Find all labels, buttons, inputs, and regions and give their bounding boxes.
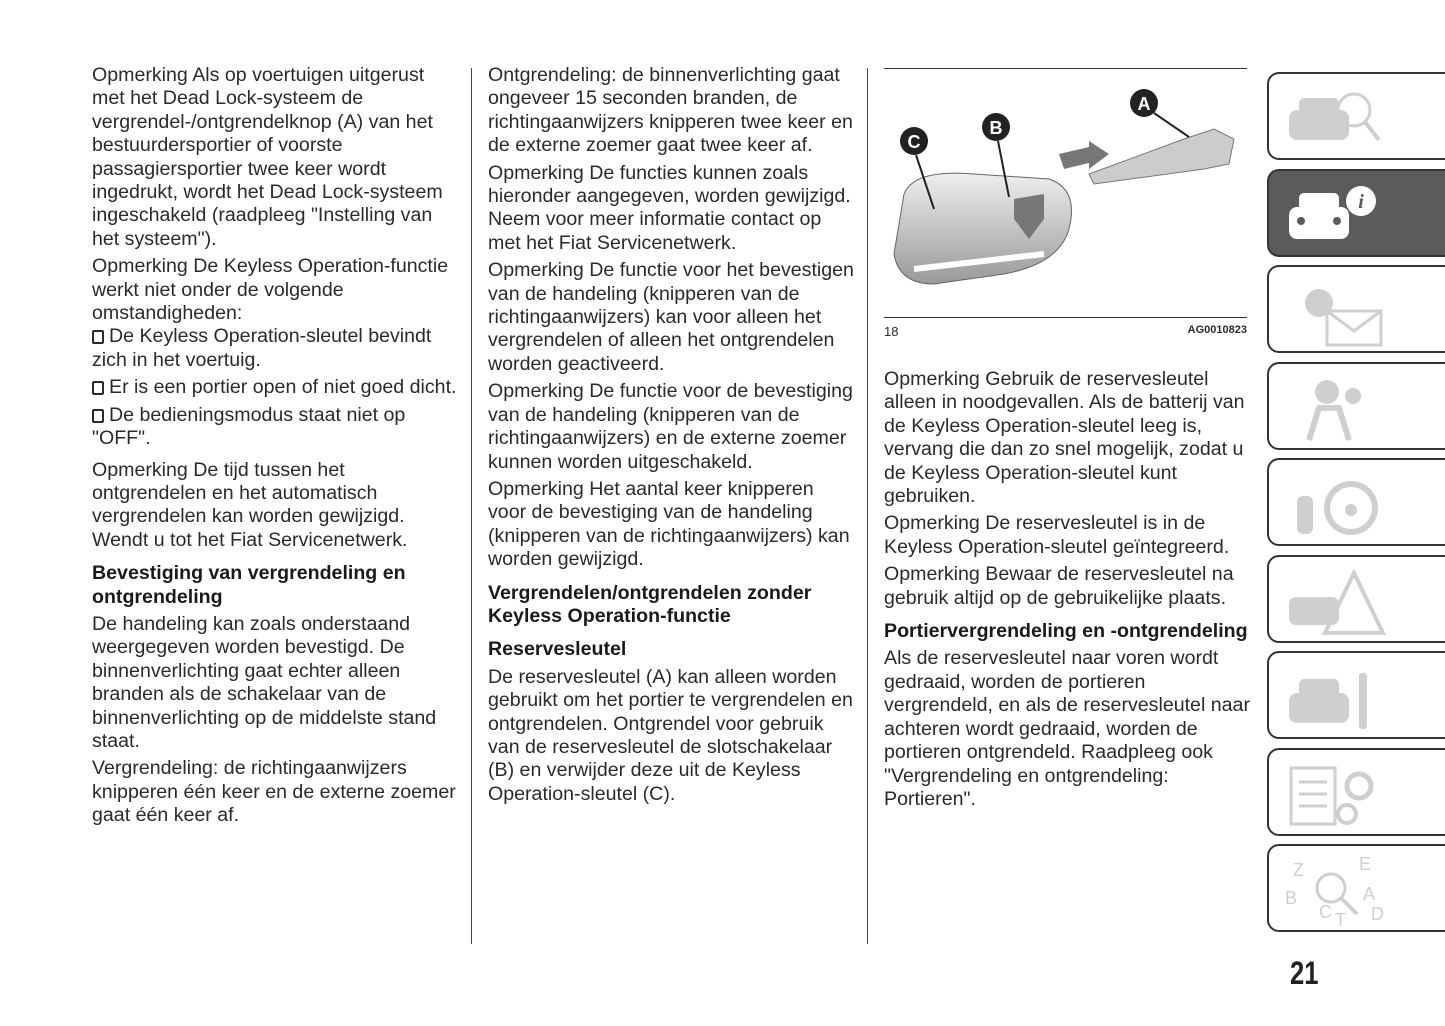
column-2 — [488, 64, 854, 810]
note: Opmerking De functies kunnen zoals hieronder aangegeven, worden gewijzigd. Neem voor meer informatie contact op met het Fiat Servicenetwerk. — [488, 161, 851, 254]
key-illustration — [884, 69, 1247, 317]
paragraph: De handeling kan zoals onderstaand weergegeven worden bevestigd. De binnenverlichting gaat echter alleen branden als de schakelaar van de binnenverlichting op de middelste stand staat. — [92, 612, 437, 752]
note: Opmerking Gebruik de reservesleutel alleen in noodgevallen. Als de batterij van de Keyless Operation-sleutel leeg is, vervang die dan zo snel mogelijk, zodat u de Keyless Operation-sleutel kunt gebruiken. — [884, 368, 1245, 508]
note-dead-lock: Opmerking Als op voertuigen uitgerust met het Dead Lock-systeem de vergrendel-/ontgrendelknop (A) van het bestuurdersportier of voorste passagiersportier twee keer wordt ingedrukt, wordt het Dead Lock-systeem ingeschakeld (raadpleeg "Instelling van het systeem"). — [92, 64, 443, 250]
checkbox-bullet-icon — [92, 409, 104, 423]
svg-text:D: D — [1371, 904, 1384, 924]
paragraph: Als de reservesleutel naar voren wordt gedraaid, worden de portieren vergrendeld, en als de reservesleutel naar achteren wordt gedraaid, worden de portieren ontgrendeld. Raadpleeg ook "Vergrendeling en ontgrendeling: Portieren". — [884, 647, 1250, 810]
column-3 — [884, 368, 1250, 815]
callout-b: B — [989, 118, 1003, 138]
bullet-text: Er is een portier open of niet goed dicht. — [109, 376, 457, 399]
tab-index[interactable] — [1267, 844, 1445, 932]
checkbox-bullet-icon — [92, 381, 104, 395]
note: Opmerking Het aantal keer knipperen voor de bevestiging van de handeling (knipperen van de richtingaanwijzers) kan worden gewijzigd. — [488, 477, 850, 571]
tab-warning-lights[interactable] — [1267, 265, 1445, 353]
bullet-text: De bedieningsmodus staat niet op "OFF". — [92, 403, 406, 450]
svg-text:T: T — [1335, 910, 1346, 928]
svg-text:E: E — [1359, 854, 1372, 874]
tab-maintenance[interactable] — [1267, 651, 1445, 739]
index-icon — [1279, 852, 1389, 928]
car-emergency-icon — [1279, 563, 1389, 639]
key-figure — [884, 68, 1247, 318]
tab-car-info[interactable] — [1267, 169, 1445, 257]
checkbox-bullet-icon — [92, 330, 104, 344]
note-auto-lock: Opmerking De tijd tussen het ontgrendelen en het automatisch vergrendelen kan worden gewijzigd. Wendt u tot het Fiat Servicenetwerk. — [92, 458, 408, 551]
figure-code: AG0010823 — [1187, 324, 1247, 336]
note: Opmerking De functie voor de bevestiging van de handeling (knipperen van de richtingaanwijzers) en de externe zoemer kunnen worden uitgeschakeld. — [488, 380, 853, 473]
paragraph: Vergrendeling: de richtingaanwijzers knipperen één keer en de externe zoemer gaat één keer af. — [92, 757, 456, 827]
tab-emergency[interactable] — [1267, 555, 1445, 643]
car-search-icon — [1279, 80, 1389, 156]
specifications-icon — [1279, 756, 1389, 832]
subsection-heading: Reservesleutel — [488, 638, 627, 661]
column-divider — [471, 68, 472, 944]
tab-starting-driving[interactable] — [1267, 458, 1445, 546]
bullet-item — [92, 325, 460, 372]
tab-safety[interactable] — [1267, 362, 1445, 450]
svg-text:i: i — [1358, 190, 1364, 213]
note: Opmerking De functie voor het bevestigen van de handeling (knipperen van de richtingaanwijzers) kan voor alleen het vergrendelen of alleen het ontgrendelen worden geactiveerd. — [488, 259, 854, 375]
svg-text:Z: Z — [1293, 860, 1304, 880]
callout-a: A — [1137, 94, 1151, 114]
column-divider — [867, 68, 868, 944]
warning-light-message-icon — [1279, 273, 1389, 349]
callout-c: C — [907, 132, 921, 152]
chapter-tabs — [1267, 72, 1445, 941]
section-heading: Portiervergrendeling en -ontgrendeling — [884, 620, 1248, 643]
safety-airbag-icon — [1279, 370, 1389, 446]
bullet-item — [92, 404, 460, 451]
paragraph: De reservesleutel (A) kan alleen worden gebruikt om het portier te vergrendelen en ontgrendelen. Ontgrendel voor gebruik van de reservesleutel de slotschakelaar (B) en verwijder deze uit de Keyless Operation-sleutel (C). — [488, 665, 853, 805]
car-service-icon — [1279, 659, 1389, 735]
section-heading: Vergrendelen/ontgrendelen zonder Keyless Operation-functie — [488, 581, 812, 627]
bullet-text: De Keyless Operation-sleutel bevindt zich in het voertuig. — [92, 325, 432, 371]
section-heading: Bevestiging van vergrendeling en ontgrendeling — [92, 562, 406, 608]
key-steering-wheel-icon — [1279, 466, 1389, 542]
figure-caption — [884, 324, 1247, 339]
tab-specifications[interactable] — [1267, 748, 1445, 836]
note: Opmerking De reservesleutel is in de Keyless Operation-sleutel geïntegreerd. — [884, 512, 1230, 558]
page-number: 21 — [1290, 955, 1319, 991]
tab-car-search[interactable] — [1267, 72, 1445, 160]
svg-text:C: C — [1319, 902, 1332, 922]
car-info-icon — [1279, 177, 1389, 253]
svg-text:B: B — [1285, 888, 1298, 908]
svg-text:A: A — [1363, 884, 1376, 904]
bullet-item — [92, 376, 460, 399]
column-1 — [92, 64, 460, 832]
paragraph: Ontgrendeling: de binnenverlichting gaat ongeveer 15 seconden branden, de richtingaanwijzers knipperen twee keer en de externe zoemer gaat twee keer af. — [488, 64, 853, 157]
note: Opmerking Bewaar de reservesleutel na gebruik altijd op de gebruikelijke plaats. — [884, 563, 1234, 609]
figure-number: 18 — [884, 324, 899, 339]
note-keyless-conditions: Opmerking De Keyless Operation-functie werkt niet onder de volgende omstandigheden: — [92, 255, 449, 325]
